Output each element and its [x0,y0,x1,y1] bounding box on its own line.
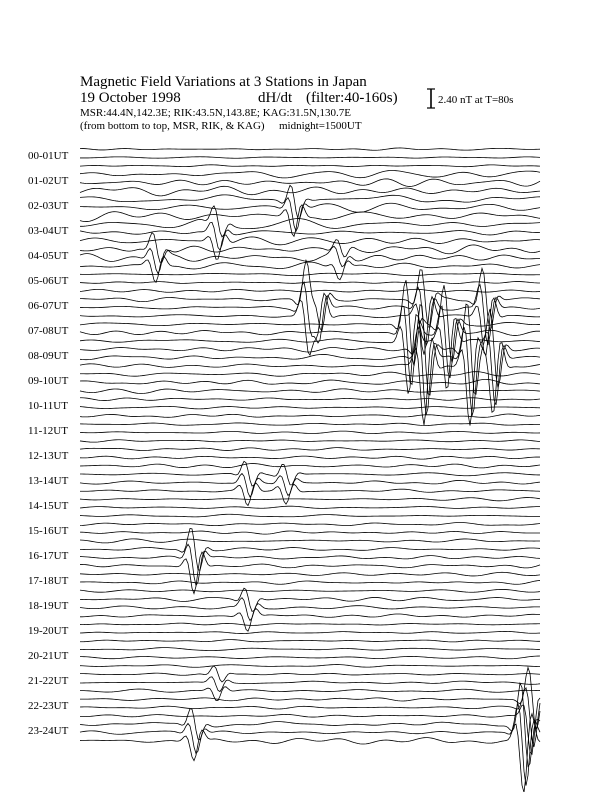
trace-kag [80,528,540,570]
trace-kag [80,148,540,150]
trace-rik [80,222,540,250]
trace-kag [80,572,540,576]
trace-kag [80,683,540,766]
trace-rik [80,656,540,659]
trace-rik [80,179,540,187]
trace-msr [80,539,540,543]
trace-msr [80,640,540,642]
trace-msr [80,514,540,517]
hour-labels [28,150,69,737]
hour-label: 08-09UT [28,350,69,362]
chart-date: 19 October 1998 [80,90,181,106]
trace-msr [80,714,540,792]
trace-msr [80,389,540,394]
trace-kag [80,448,540,451]
hour-label: 20-21UT [28,650,69,662]
trace-rik [80,246,540,273]
trace-kag [80,260,540,330]
station-order-note: (from bottom to top, MSR, RIK, & KAG) [80,120,265,132]
hour-label: 15-16UT [28,525,69,537]
hour-label: 18-19UT [28,600,69,612]
trace-kag [80,273,540,275]
hour-label: 04-05UT [28,250,69,262]
hour-label: 06-07UT [28,300,69,312]
trace-rik [80,506,540,508]
hour-label: 10-11UT [28,400,68,412]
hour-label: 14-15UT [28,500,69,512]
trace-rik [80,580,540,584]
trace-kag [80,304,540,395]
hour-label: 23-24UT [28,725,69,737]
trace-msr [80,440,540,442]
chart-filter: (filter:40-160s) [306,90,398,106]
trace-rik [80,456,540,459]
hour-label: 21-22UT [28,675,69,687]
trace-kag [80,423,540,426]
trace-rik [80,157,540,158]
trace-kag [80,623,540,625]
trace-kag [80,588,540,611]
trace-msr [80,165,540,167]
trace-rik [80,704,540,786]
trace-rik [80,431,540,433]
hour-label: 02-03UT [28,200,69,212]
hour-label: 11-12UT [28,425,68,437]
trace-msr [80,589,540,592]
scale-bar-label: 2.40 nT at T=80s [438,94,514,106]
trace-rik [80,473,540,496]
hour-label: 05-06UT [28,275,69,287]
trace-msr [80,235,540,259]
trace-kag [80,648,540,651]
chart-quantity: dH/dt [258,90,293,106]
trace-rik [80,379,540,384]
hour-label: 03-04UT [28,225,69,237]
station-coordinates: MSR:44.4N,142.3E; RIK:43.5N,143.8E; KAG:31.5N,130.7E [80,107,352,119]
trace-kag [80,668,540,729]
hour-label: 07-08UT [28,325,69,337]
trace-rik [80,631,540,633]
trace-msr [80,609,540,632]
trace-msr [80,289,540,292]
trace-kag [80,522,540,525]
trace-rik [80,531,540,534]
hour-label: 16-17UT [28,550,69,562]
hour-label: 00-01UT [28,150,69,162]
trace-msr [80,464,540,468]
trace-msr [80,186,540,196]
hour-label: 19-20UT [28,625,69,637]
hour-label: 12-13UT [28,450,69,462]
hour-label: 22-23UT [28,700,69,712]
scale-bar [427,89,435,108]
hour-label: 01-02UT [28,175,69,187]
trace-msr [80,665,540,668]
trace-kag [80,666,540,682]
trace-kag [80,170,540,177]
midnight-note: midnight=1500UT [279,120,362,132]
chart-title: Magnetic Field Variations at 3 Stations in Japan [80,74,367,90]
hour-label: 13-14UT [28,475,69,487]
trace-kag [80,498,540,501]
trace-kag [80,398,540,401]
traces [80,148,540,792]
hour-label: 09-10UT [28,375,69,387]
trace-msr [80,483,540,506]
hour-label: 17-18UT [28,575,69,587]
trace-kag [80,372,540,377]
